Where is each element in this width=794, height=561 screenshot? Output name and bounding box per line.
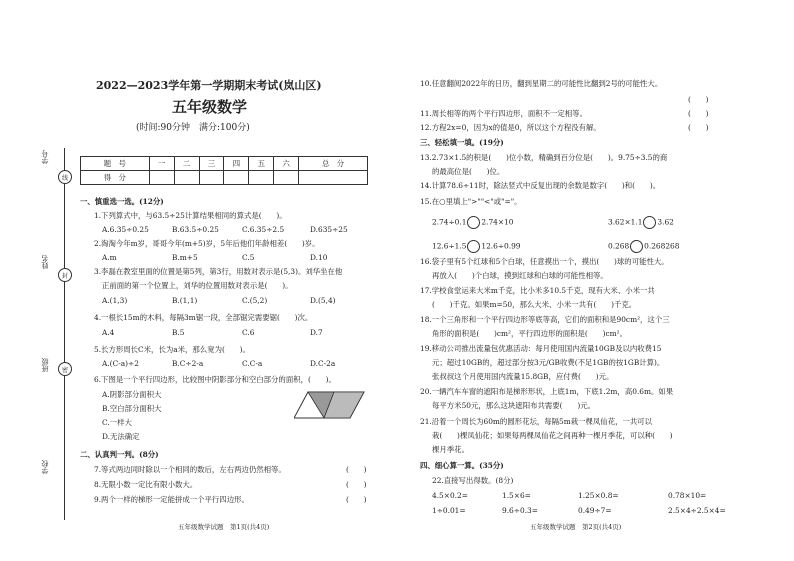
score-header: 题 号 xyxy=(81,157,150,171)
question-22: 22.直接写出得数。(8分) xyxy=(432,476,514,485)
question-17-line2: ( )千克。如果m=50，那么大米、小米一共有( )千克。 xyxy=(432,300,637,309)
name-label: 姓名 xyxy=(41,255,49,269)
score-header: 四 xyxy=(224,157,249,171)
binding-line xyxy=(64,148,65,520)
question-17-line1: 17.学校食堂运来大米m千克，比小米多10.5千克，现有大米、小米一共 xyxy=(420,286,655,295)
q2-option-d[interactable]: D.10 xyxy=(310,253,328,262)
score-cell[interactable] xyxy=(149,171,174,185)
calc-item: 0.78×10= xyxy=(668,491,707,500)
compare-circle-blank[interactable] xyxy=(467,216,480,229)
q1-option-a[interactable]: A.6.35÷0.25 xyxy=(102,225,149,234)
score-cell[interactable] xyxy=(199,171,224,185)
q6-option-b[interactable]: B.空白部分面积大 xyxy=(102,404,162,413)
question-2: 2.淘淘今年m岁，哥哥今年(m+5)岁，5年后他们年龄相差( )岁。 xyxy=(94,239,320,248)
score-header: 三 xyxy=(199,157,224,171)
q4-option-a[interactable]: A.4 xyxy=(102,328,115,337)
seal-mark-seal: 封 xyxy=(58,268,72,282)
footer-page-1: 五年级数学试题 第1页(共4页) xyxy=(178,523,270,531)
compare-left-value: 2.74÷0.1 xyxy=(432,217,467,227)
question-16-line2: 再放入( )个白球，摸到红球和白球的可能性相等。 xyxy=(432,271,608,280)
parallelogram-figure xyxy=(294,390,366,420)
seal-mark-line: 线 xyxy=(58,170,72,184)
calc-item: 1.25×0.8= xyxy=(578,491,619,500)
compare-row-1a xyxy=(432,216,513,229)
question-19-line1: 19.移动公司推出流量包优惠活动：每月使用国内流量10GB及以内收费15 xyxy=(420,344,662,353)
question-20-line1: 20.一辆汽车车窗的遮阳布是梯形形状，上底1m，下底1.2m，高0.6m。如果 xyxy=(420,387,674,396)
compare-left-value: 3.62×1.1 xyxy=(608,217,643,227)
section3-title: 三、轻松填一填。(19分) xyxy=(420,138,504,147)
calc-item: 0.49÷7= xyxy=(578,506,612,515)
time-info: (时间:90分钟 满分:100分) xyxy=(136,123,250,133)
section4-title: 四、细心算一算。(35分) xyxy=(420,461,504,470)
compare-left-value: 12.6÷1.5 xyxy=(432,241,467,251)
q1-option-d[interactable]: D.635÷25 xyxy=(310,225,348,234)
compare-circle-blank[interactable] xyxy=(467,240,480,253)
answer-paren-10[interactable]: ( ) xyxy=(688,95,709,104)
score-cell[interactable] xyxy=(249,171,274,185)
score-cell[interactable] xyxy=(224,171,249,185)
q2-option-b[interactable]: B.m+5 xyxy=(172,253,198,262)
score-header: 一 xyxy=(149,157,174,171)
question-13-line1: 13.2.73×1.5的积是( )位小数，精确到百分位是( )。9.75÷3.5的商 xyxy=(420,153,668,162)
q4-option-c[interactable]: C.6 xyxy=(242,328,255,337)
q2-option-a[interactable]: A.m xyxy=(102,253,117,262)
calc-item: 2.5×4÷2.5×4= xyxy=(668,506,726,515)
question-12: 12.方程2x=0，因为x的值是0，所以这个方程没有解。 xyxy=(420,123,601,132)
compare-right-value: 2.74×10 xyxy=(481,217,514,227)
answer-paren-12[interactable]: ( ) xyxy=(688,123,709,132)
score-header: 五 xyxy=(249,157,274,171)
q3-option-b[interactable]: B.(1,1) xyxy=(172,296,198,305)
q1-option-c[interactable]: C.6.35÷2.5 xyxy=(242,225,285,234)
question-9: 9.两个一样的梯形一定能拼成一个平行四边形。 xyxy=(94,495,249,504)
calc-item: 1.5×6= xyxy=(502,491,531,500)
q3-option-a[interactable]: A.(1,3) xyxy=(102,296,128,305)
score-header: 二 xyxy=(174,157,199,171)
question-6: 6.下图是一个平行四边形，比较图中阴影部分和空白部分的面积，( )。 xyxy=(94,375,336,384)
score-cell[interactable] xyxy=(299,171,368,185)
footer-page-2: 五年级数学试题 第2页(共4页) xyxy=(530,523,622,531)
compare-right-value: 12.6÷0.99 xyxy=(481,241,521,251)
question-5: 5.长方形周长C米，长为a米，那么宽为( )。 xyxy=(94,345,250,354)
question-18-line2: 角形的面积是( )cm²，平行四边形的面积是( )cm²。 xyxy=(432,329,627,338)
compare-row-1b xyxy=(608,216,674,229)
seal-mark-secret: 密 xyxy=(58,362,72,376)
calc-item: 4.5×0.2= xyxy=(432,491,468,500)
compare-circle-blank[interactable] xyxy=(630,240,643,253)
question-21-line3: 棵月季花。 xyxy=(432,445,469,454)
question-10: 10.任意翻阅2022年的日历，翻到星期二的可能性比翻到2号的可能性大。 xyxy=(420,79,663,88)
q5-option-c[interactable]: C.C-a xyxy=(242,359,263,368)
question-4: 4.一根长15m的木料，每隔3m锯一段，全部锯完需要锯( )次。 xyxy=(94,313,313,322)
score-cell[interactable] xyxy=(274,171,299,185)
question-3-line1: 3.李磊在教室里面的位置是第5列，第3行，用数对表示是(5,3)。刘华坐在他 xyxy=(94,267,343,276)
compare-row-2a xyxy=(432,240,521,253)
q3-option-c[interactable]: C.(5,2) xyxy=(242,296,268,305)
question-8: 8.无限小数一定比有限小数大。 xyxy=(94,480,198,489)
class-label: 班级 xyxy=(41,358,49,372)
calc-item: 9.6÷0.3= xyxy=(502,506,538,515)
q6-option-c[interactable]: C.一样大 xyxy=(102,418,132,427)
section1-title: 一、慎重选一选。(12分) xyxy=(80,197,164,206)
answer-paren-7[interactable]: ( ) xyxy=(346,465,367,474)
answer-paren-11[interactable]: ( ) xyxy=(688,109,709,118)
q6-option-d[interactable]: D.无法确定 xyxy=(102,432,140,441)
question-21-line2: 栽( )棵凤仙花；如果每两棵凤仙花之间再种一棵月季花，可以种( ) xyxy=(432,431,673,440)
compare-row-2b xyxy=(608,240,679,253)
question-16-line1: 16.袋子里有5个红球和5个白球，任意摸出一个，摸出( )球的可能性大。 xyxy=(420,257,669,266)
q6-option-a[interactable]: A.阴影部分面积大 xyxy=(102,390,162,399)
question-19-line3: 张叔叔这个月使用国内流量15.8GB，应付费( )元。 xyxy=(432,372,614,381)
score-header: 总 分 xyxy=(299,157,368,171)
calc-item: 1÷0.01= xyxy=(432,506,466,515)
compare-right-value: 0.268268 xyxy=(644,241,680,251)
question-7: 7.等式两边同时除以一个相同的数后，左右两边仍然相等。 xyxy=(94,465,286,474)
question-19-line2: 元；超过10GB的，超过部分按3元/GB收费(不足1GB的按1GB计算)。 xyxy=(432,358,665,367)
q4-option-b[interactable]: B.5 xyxy=(172,328,185,337)
student-no-label: 学号 xyxy=(41,150,49,164)
question-15: 15.在○里填上">""<"或"="。 xyxy=(420,197,522,206)
school-label: 学校 xyxy=(41,460,49,474)
question-21-line1: 21.沿着一个周长为60m的圆形花坛，每隔5m栽一棵凤仙花，一共可以 xyxy=(420,417,653,426)
question-18-line1: 18.一个三角形和一个平行四边形等底等高，它们的面积和是90cm²，这个三 xyxy=(420,315,670,324)
compare-left-value: 0.268 xyxy=(608,241,630,251)
question-3-line2: 正前面的第一个位置上，刘华的位置用数对表示是( )。 xyxy=(102,281,293,290)
q5-option-a[interactable]: A.(C-a)÷2 xyxy=(102,359,139,368)
score-cell[interactable] xyxy=(174,171,199,185)
q3-option-d[interactable]: D.(5,4) xyxy=(310,296,336,305)
q4-option-d[interactable]: D.7 xyxy=(310,328,323,337)
question-14: 14.计算78.6÷11时，除法竖式中反复出现的余数是数字( )和( )。 xyxy=(420,181,661,190)
section2-title: 二、认真判一判。(8分) xyxy=(80,450,159,459)
subject-title: 五年级数学 xyxy=(172,98,248,116)
q5-option-b[interactable]: B.C÷2-a xyxy=(172,359,204,368)
score-table xyxy=(80,156,368,185)
question-13-line2: 的最高位是( )位。 xyxy=(432,167,505,176)
answer-paren-9[interactable]: ( ) xyxy=(346,495,367,504)
question-11: 11.周长相等的两个平行四边形，面积不一定相等。 xyxy=(420,109,587,118)
q5-option-d[interactable]: D.C-2a xyxy=(310,359,336,368)
score-row-label: 得 分 xyxy=(81,171,150,185)
answer-paren-8[interactable]: ( ) xyxy=(346,480,367,489)
q1-option-b[interactable]: B.63.5÷0.25 xyxy=(172,225,219,234)
q2-option-c[interactable]: C.5 xyxy=(242,253,255,262)
exam-title: 2022—2023学年第一学期期末考试(岚山区) xyxy=(96,79,322,92)
compare-circle-blank[interactable] xyxy=(643,216,656,229)
question-1: 1.下列算式中，与63.5÷25计算结果相同的算式是( )。 xyxy=(94,211,287,220)
compare-right-value: 3.62 xyxy=(657,217,674,227)
question-20-line2: 每平方米50元，那么这块遮阳布共需要( )元。 xyxy=(432,401,595,410)
score-header: 六 xyxy=(274,157,299,171)
